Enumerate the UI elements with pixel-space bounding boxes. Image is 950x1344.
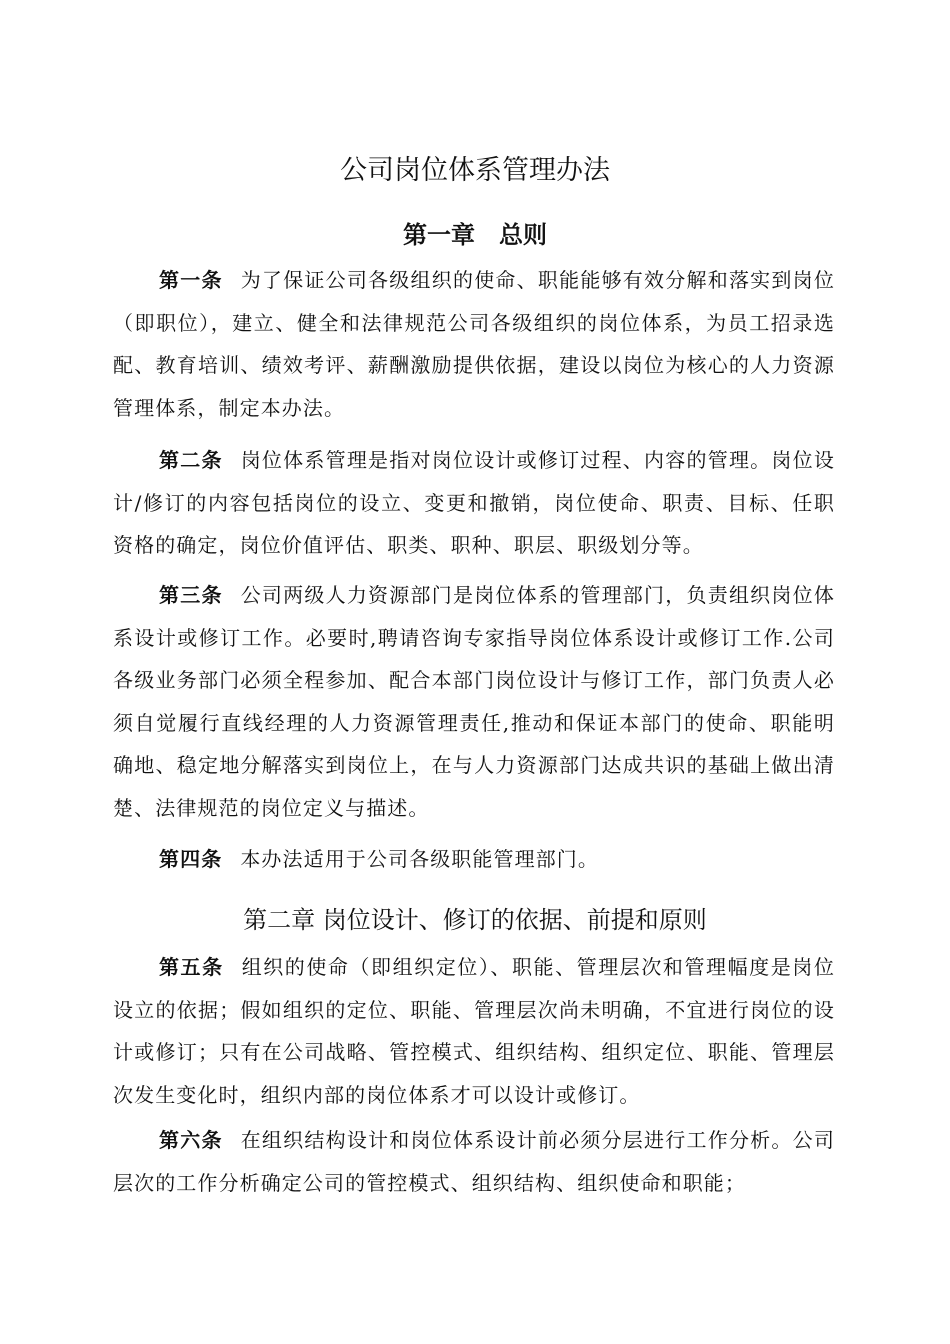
article-4 xyxy=(113,838,835,881)
document-title: 公司岗位体系管理办法 xyxy=(340,155,610,186)
article-4-label: 第四条 xyxy=(159,847,223,871)
article-1 xyxy=(113,259,835,429)
article-2-label: 第二条 xyxy=(159,448,223,472)
article-6 xyxy=(113,1119,835,1204)
article-3-label: 第三条 xyxy=(159,583,223,607)
article-5 xyxy=(113,946,835,1116)
article-4-text: 本办法适用于公司各级职能管理部门。 xyxy=(240,847,600,871)
chapter-1-heading: 第一章 总则 xyxy=(403,221,547,249)
article-1-text: 为了保证公司各级组织的使命、职能能够有效分解和落实到岗位（即职位），建立、健全和法律规范公司各级组织的岗位体系，为员工招录选配、教育培训、绩效考评、薪酬激励提供依据，建设以岗位为核心的人力资源管理体系，制定本办法。 xyxy=(113,268,835,420)
article-5-label: 第五条 xyxy=(159,955,224,979)
article-2 xyxy=(113,439,835,567)
article-3 xyxy=(113,574,835,829)
article-3-text: 公司两级人力资源部门是岗位体系的管理部门，负责组织岗位体系设计或修订工作。必要时,聘请咨询专家指导岗位体系设计或修订工作.公司各级业务部门必须全程参加、配合本部门岗位设计与修订工作，部门负责人必须自觉履行直线经理的人力资源管理责任,推动和保证本部门的使命、职能明确地、稳定地分解落实到岗位上，在与人力资源部门达成共识的基础上做出清楚、法律规范的岗位定义与描述。 xyxy=(113,583,835,820)
article-2-text: 岗位体系管理是指对岗位设计或修订过程、内容的管理。岗位设计/修订的内容包括岗位的设立、变更和撤销，岗位使命、职责、目标、任职资格的确定，岗位价值评估、职类、职种、职层、职级划分等。 xyxy=(113,448,835,557)
article-6-label: 第六条 xyxy=(159,1128,223,1152)
article-5-text: 组织的使命（即组织定位）、职能、管理层次和管理幅度是岗位设立的依据；假如组织的定位、职能、管理层次尚未明确，不宜进行岗位的设计或修订；只有在公司战略、管控模式、组织结构、组织定位、职能、管理层次发生变化时，组织内部的岗位体系才可以设计或修订。 xyxy=(113,955,835,1107)
article-1-label: 第一条 xyxy=(159,268,223,292)
chapter-2-heading: 第二章 岗位设计、修订的依据、前提和原则 xyxy=(243,906,707,934)
article-6-text: 在组织结构设计和岗位体系设计前必须分层进行工作分析。公司层次的工作分析确定公司的管控模式、组织结构、组织使命和职能； xyxy=(113,1128,835,1195)
